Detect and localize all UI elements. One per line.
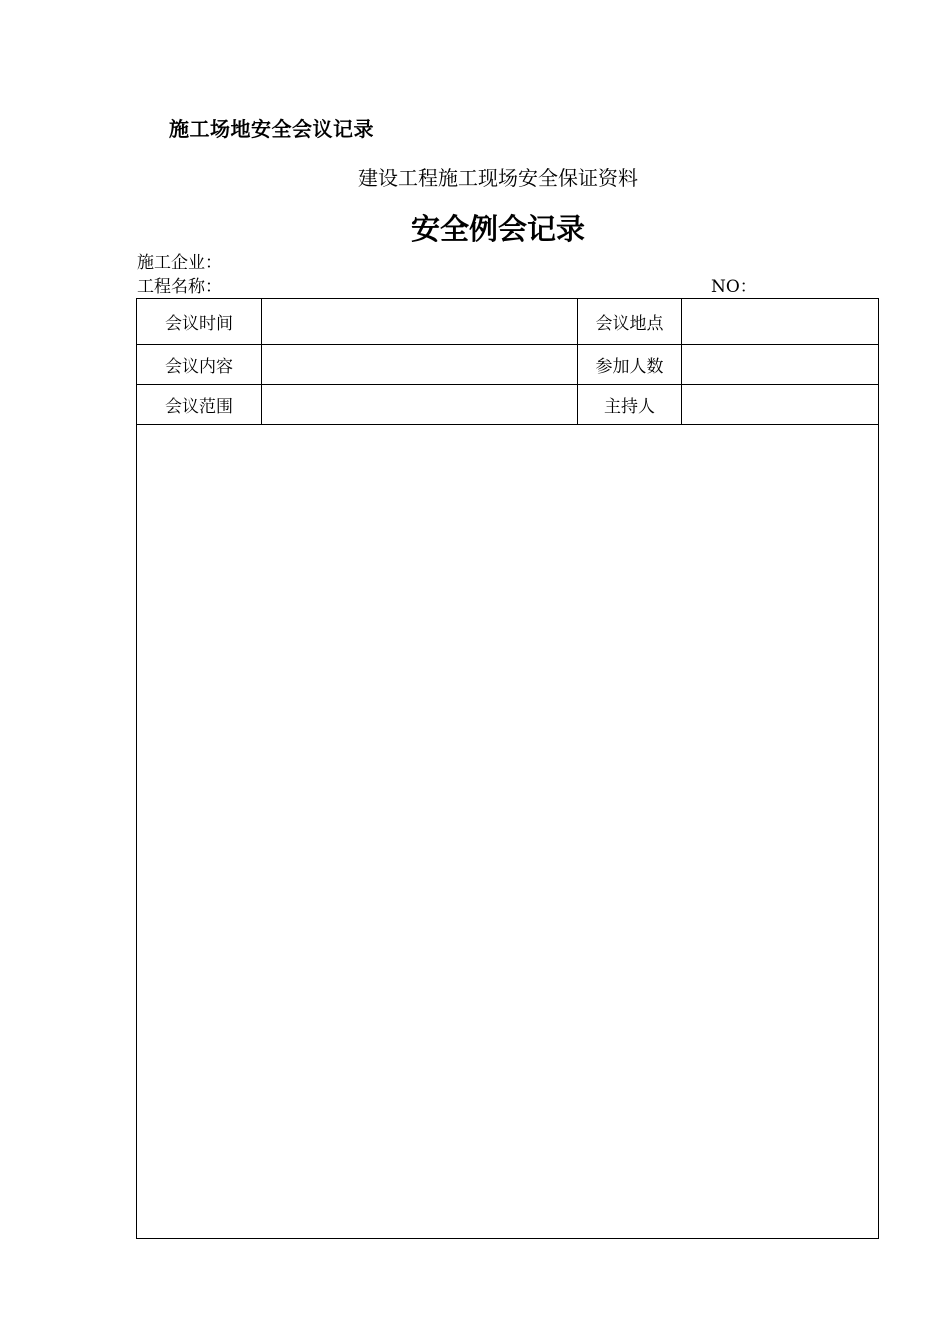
project-name-label: 工程名称： <box>137 277 222 297</box>
meeting-location-label: 会议地点 <box>578 299 682 345</box>
meeting-scope-field[interactable] <box>262 385 578 425</box>
meeting-content-label: 会议内容 <box>137 345 262 385</box>
meeting-content-field[interactable] <box>262 345 578 385</box>
table-row <box>137 345 879 385</box>
attendee-count-label: 参加人数 <box>578 345 682 385</box>
document-title: 施工场地安全会议记录 <box>169 117 374 141</box>
meeting-location-field[interactable] <box>682 299 879 345</box>
table-row <box>137 299 879 345</box>
meeting-scope-label: 会议范围 <box>137 385 262 425</box>
meeting-record-table <box>136 298 879 1239</box>
table-row <box>137 385 879 425</box>
meeting-time-label: 会议时间 <box>137 299 262 345</box>
record-number-label: NO： <box>711 277 757 297</box>
host-label: 主持人 <box>578 385 682 425</box>
table-row <box>137 425 879 1239</box>
attendee-count-field[interactable] <box>682 345 879 385</box>
host-field[interactable] <box>682 385 879 425</box>
document-subtitle: 建设工程施工现场安全保证资料 <box>358 166 638 190</box>
meeting-minutes-area[interactable] <box>137 425 879 1239</box>
form-title: 安全例会记录 <box>410 212 585 246</box>
meeting-time-field[interactable] <box>262 299 578 345</box>
company-label: 施工企业： <box>137 253 222 273</box>
